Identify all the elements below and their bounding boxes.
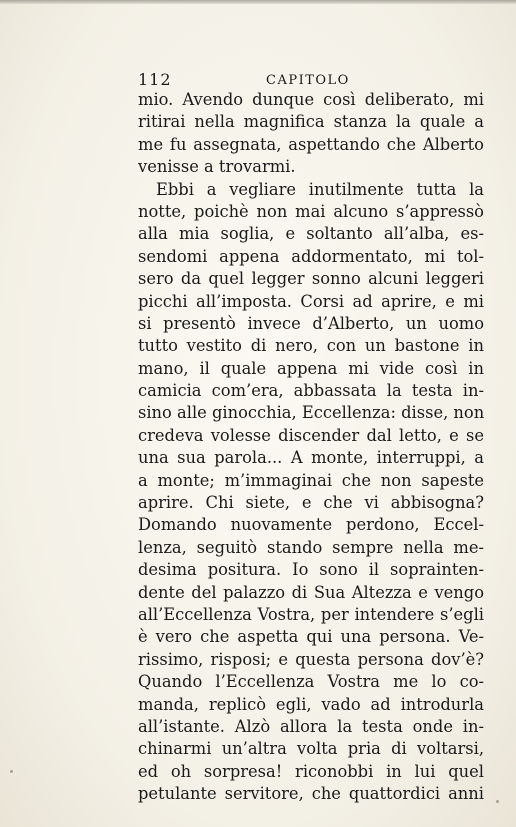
text-line: credeva volesse discender dal letto, e se: [138, 425, 484, 445]
text-line: sino alle ginocchia, Eccellenza: disse, non: [138, 403, 484, 423]
text-line: rissimo, risposi; e questa persona dov’è?: [138, 649, 484, 669]
text-line: è vero che aspetta qui una persona. Ve-: [138, 627, 484, 647]
text-line: Quando l’Eccellenza Vostra me lo co-: [138, 672, 484, 692]
text-line: all’Eccellenza Vostra, per intendere s’egli: [138, 604, 484, 624]
page-number: 112: [138, 70, 172, 89]
running-head: CAPITOLO: [266, 73, 350, 88]
text-line: ed oh sorpresa! riconobbi in lui quel: [138, 761, 484, 781]
text-line: notte, poichè non mai alcuno s’appressò: [138, 201, 484, 221]
text-line: tutto vestito di nero, con un bastone in: [138, 336, 484, 356]
text-line: manda, replicò egli, vado ad introdurla: [138, 694, 484, 714]
text-line: me fu assegnata, aspettando che Alberto: [138, 134, 484, 154]
text-line: aprire. Chi siete, e che vi abbisogna?: [138, 493, 484, 513]
text-line: petulante servitore, che quattordici anni: [138, 784, 484, 804]
text-line: ritirai nella magnifica stanza la quale a: [138, 112, 484, 132]
page-top-edge: [0, 0, 516, 4]
text-line: chinarmi un’altra volta pria di voltarsi,: [138, 739, 484, 759]
text-line: Domando nuovamente perdono, Eccel-: [138, 515, 484, 535]
text-line: mio. Avendo dunque così deliberato, mi: [138, 90, 484, 109]
text-line: venisse a trovarmi.: [138, 157, 296, 177]
text-line: Ebbi a vegliare inutilmente tutta la: [156, 179, 484, 199]
paper-speck: [10, 770, 13, 773]
text-line: si presentò invece d’Alberto, un uomo: [138, 313, 484, 333]
text-line: alla mia soglia, e soltanto all’alba, es-: [138, 224, 484, 244]
text-line: a monte; m’immaginai che non sapeste: [138, 470, 484, 490]
body-text: [138, 89, 484, 806]
text-line: all’istante. Alzò allora la testa onde in-: [138, 716, 484, 736]
text-line: una sua parola... A monte, interruppi, a: [138, 448, 484, 468]
text-line: mano, il quale appena mi vide così in: [138, 358, 484, 378]
text-line: sero da quel legger sonno alcuni leggeri: [138, 269, 484, 289]
text-line: desima positura. Io sono il soprainten-: [138, 560, 484, 580]
paper-speck: [496, 800, 499, 803]
text-line: sendomi appena addormentato, mi tol-: [138, 246, 484, 266]
text-line: camicia com’era, abbassata la testa in-: [138, 381, 484, 401]
text-line: dente del palazzo di Sua Altezza e vengo: [138, 582, 484, 602]
text-line: lenza, seguitò stando sempre nella me-: [138, 537, 484, 557]
text-line: picchi all’imposta. Corsi ad aprire, e mi: [138, 291, 484, 311]
